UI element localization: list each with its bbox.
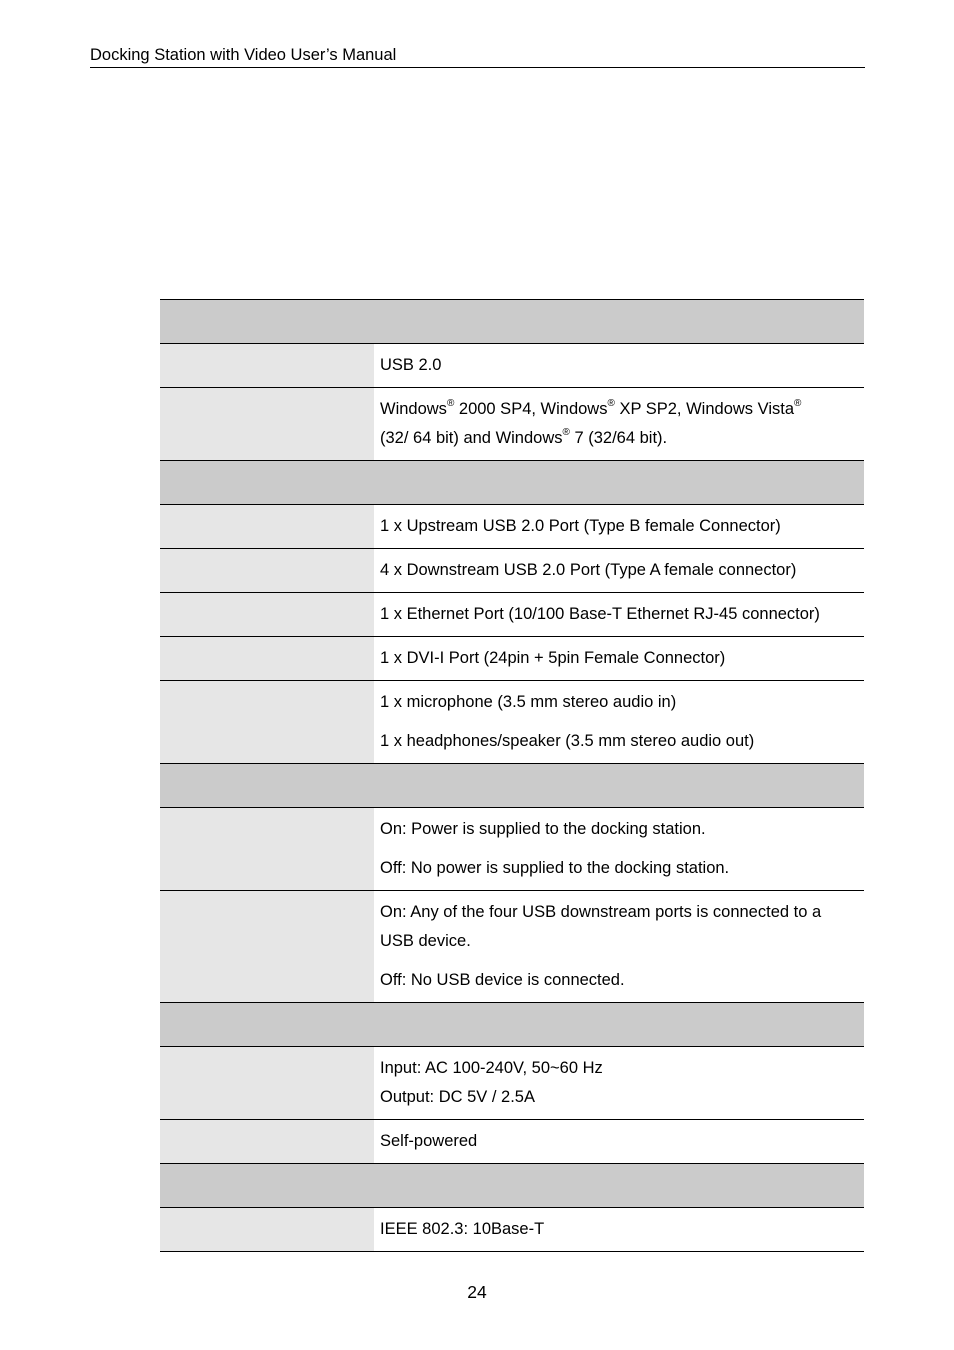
row-value-cell bbox=[374, 681, 864, 764]
table-row bbox=[160, 549, 864, 593]
cell-text: IEEE 802.3: 10Base-T bbox=[380, 1220, 545, 1238]
table-row bbox=[160, 1120, 864, 1164]
specifications-table bbox=[160, 299, 864, 1252]
row-value-cell bbox=[374, 1208, 864, 1252]
cell-text bbox=[380, 395, 858, 453]
registered-mark: ® bbox=[562, 427, 570, 438]
row-value-cell bbox=[374, 891, 864, 1003]
cell-text: 1 x DVI-I Port (24pin + 5pin Female Connector) bbox=[380, 649, 726, 667]
table-row bbox=[160, 1047, 864, 1120]
cell-text: Input: AC 100-240V, 50~60 Hz bbox=[380, 1059, 603, 1077]
table-row bbox=[160, 637, 864, 681]
text-fragment: Windows bbox=[380, 400, 447, 418]
row-value-cell bbox=[374, 505, 864, 549]
cell-text: Off: No USB device is connected. bbox=[380, 971, 625, 989]
table-row bbox=[160, 344, 864, 388]
registered-mark: ® bbox=[607, 398, 615, 409]
table-row bbox=[160, 681, 864, 764]
row-value-cell bbox=[374, 388, 864, 461]
section-header-cell bbox=[160, 461, 864, 505]
text-fragment: (32/ 64 bit) and Windows bbox=[380, 429, 563, 447]
section-header-cell bbox=[160, 1164, 864, 1208]
cell-text: Off: No power is supplied to the docking station. bbox=[380, 859, 730, 877]
table-row bbox=[160, 593, 864, 637]
running-header: Docking Station with Video User’s Manual bbox=[90, 45, 865, 68]
row-value-cell bbox=[374, 1120, 864, 1164]
row-label-cell bbox=[160, 637, 374, 681]
registered-mark: ® bbox=[794, 398, 802, 409]
row-label-cell bbox=[160, 1047, 374, 1120]
cell-text: Self-powered bbox=[380, 1132, 478, 1150]
section-header-cell bbox=[160, 764, 864, 808]
row-label-cell bbox=[160, 1120, 374, 1164]
row-label-cell bbox=[160, 388, 374, 461]
section-header-row bbox=[160, 300, 864, 344]
page-number: 24 bbox=[467, 1282, 487, 1302]
row-label-cell bbox=[160, 681, 374, 764]
cell-text: USB 2.0 bbox=[380, 356, 442, 374]
cell-text: On: Power is supplied to the docking station. bbox=[380, 820, 706, 838]
row-label-cell bbox=[160, 344, 374, 388]
section-header-row bbox=[160, 1003, 864, 1047]
row-label-cell bbox=[160, 808, 374, 891]
row-label-cell bbox=[160, 505, 374, 549]
section-header-row bbox=[160, 461, 864, 505]
row-label-cell bbox=[160, 891, 374, 1003]
cell-text: 1 x headphones/speaker (3.5 mm stereo audio out) bbox=[380, 732, 755, 750]
registered-mark: ® bbox=[446, 398, 455, 409]
row-value-cell bbox=[374, 344, 864, 388]
row-value-cell bbox=[374, 1047, 864, 1120]
cell-text: 1 x Ethernet Port (10/100 Base-T Ethernet RJ-45 connector) bbox=[380, 605, 820, 623]
table-row bbox=[160, 388, 864, 461]
row-value-cell bbox=[374, 593, 864, 637]
text-fragment: 2000 SP4, Windows bbox=[454, 400, 608, 418]
table-row bbox=[160, 505, 864, 549]
cell-text: On: Any of the four USB downstream ports is connected to a USB device. bbox=[380, 903, 822, 950]
text-fragment: XP SP2, Windows Vista bbox=[614, 400, 794, 418]
cell-text: 1 x microphone (3.5 mm stereo audio in) bbox=[380, 693, 677, 711]
section-header-row bbox=[160, 764, 864, 808]
cell-text: 1 x Upstream USB 2.0 Port (Type B female Connector) bbox=[380, 517, 781, 535]
text-fragment: 7 (32/64 bit). bbox=[569, 429, 668, 447]
table-row bbox=[160, 808, 864, 891]
section-header-cell bbox=[160, 1003, 864, 1047]
row-value-cell bbox=[374, 637, 864, 681]
table-row bbox=[160, 1208, 864, 1252]
row-label-cell bbox=[160, 1208, 374, 1252]
section-header-row bbox=[160, 1164, 864, 1208]
row-value-cell bbox=[374, 549, 864, 593]
row-label-cell bbox=[160, 549, 374, 593]
row-label-cell bbox=[160, 593, 374, 637]
cell-text: 4 x Downstream USB 2.0 Port (Type A female connector) bbox=[380, 561, 797, 579]
section-header-cell bbox=[160, 300, 864, 344]
table-row bbox=[160, 891, 864, 1003]
row-value-cell bbox=[374, 808, 864, 891]
cell-text: Output: DC 5V / 2.5A bbox=[380, 1088, 535, 1106]
